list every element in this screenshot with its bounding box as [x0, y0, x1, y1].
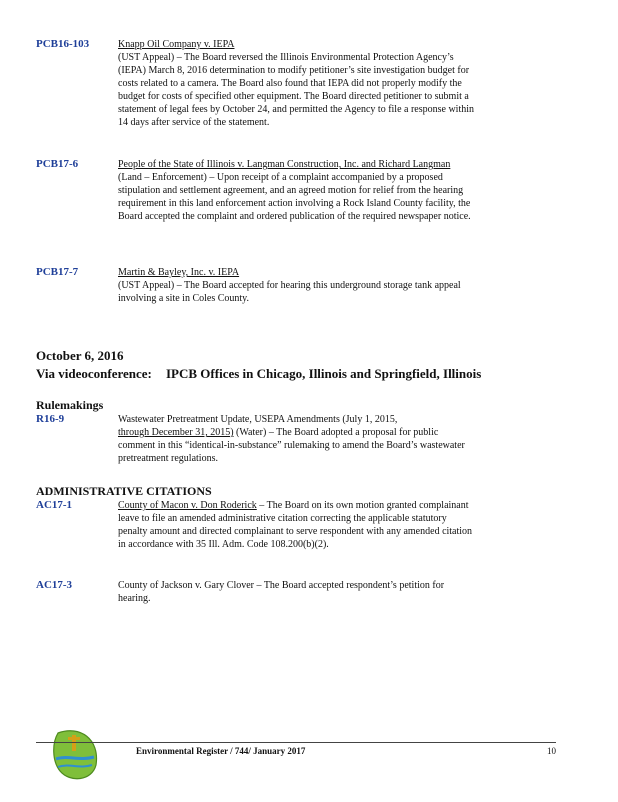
case-title: Knapp Oil Company v. IEPA: [118, 39, 235, 50]
case-summary: – The Board on its own motion granted complainant leave to file an amended administrative citation correcting the applicable statutory penalty amount and directed complainant to serve respondent with any amended citation in accordance with 35 Ill. Adm. Code 108.200(b)(2).: [118, 500, 473, 550]
entry-body: [118, 38, 478, 129]
meeting-date: October 6, 2016: [36, 348, 124, 363]
case-code: PCB16-103: [36, 38, 90, 50]
case-code: PCB17-6: [36, 158, 79, 170]
footer-text: Environmental Register / 744/ January 2017: [136, 746, 306, 756]
case-title: County of Macon v. Don Roderick: [118, 500, 257, 511]
section-heading-rulemakings: Rulemakings: [36, 398, 104, 412]
rulemaking-summary: (Water) – The Board adopted a proposal for public comment in this “identical-in-substance” rulemaking to amend the Board’s wastewater pretreatment regulations.: [118, 427, 465, 464]
page-number: 10: [547, 746, 556, 756]
rulemaking-body: [118, 426, 478, 465]
page-footer: [36, 742, 556, 802]
case-code: PCB17-7: [36, 266, 79, 278]
case-summary: (Land – Enforcement) – Upon receipt of a complaint accompanied by a proposed stipulation and settlement agreement, and an agreed motion for relief from the hearing requirement in this land enforcement action involving a Rock Island County facility, the Board accepted the complaint and ordered publication of the required newspaper notice.: [118, 172, 471, 222]
case-title: Martin & Bayley, Inc. v. IEPA: [118, 267, 240, 278]
case-summary: (UST Appeal) – The Board reversed the Illinois Environmental Protection Agency’s (IEPA) March 8, 2016 determination to modify petitioner’s site investigation budget for costs related to a camera. The Board also found that IEPA did not properly modify the budget for costs of specified other equipment. The Board directed petitioner to submit a statement of legal fees by October 24, and permitted the Agency to file a response within 14 days after service of the statement.: [118, 52, 475, 128]
via-label: Via videoconference:: [36, 366, 152, 381]
case-title: County of Jackson v. Gary Clover: [118, 580, 254, 591]
entry-body: [118, 579, 478, 605]
rulemaking-title-line2: through December 31, 2015): [118, 427, 234, 438]
entry-body: [118, 499, 478, 551]
location-text: IPCB Offices in Chicago, Illinois and Springfield, Illinois: [166, 366, 482, 381]
case-code: AC17-3: [36, 579, 73, 591]
entry-body: [118, 158, 478, 223]
case-summary: (UST Appeal) – The Board accepted for hearing this underground storage tank appeal involving a site in Coles County.: [118, 280, 461, 304]
case-summary: – The Board accepted respondent’s petition for hearing.: [118, 580, 445, 604]
case-title: People of the State of Illinois v. Langman Construction, Inc. and Richard Langman: [118, 159, 451, 170]
entry-body: [118, 266, 478, 305]
footer-rule: [36, 742, 556, 743]
section-heading-citations: ADMINISTRATIVE CITATIONS: [36, 484, 212, 498]
rulemaking-title-line1: Wastewater Pretreatment Update, USEPA Amendments (July 1, 2015,: [118, 414, 398, 425]
case-code: AC17-1: [36, 499, 73, 511]
entry-body: [118, 413, 478, 465]
case-code: R16-9: [36, 413, 65, 425]
meeting-location: [36, 366, 496, 382]
